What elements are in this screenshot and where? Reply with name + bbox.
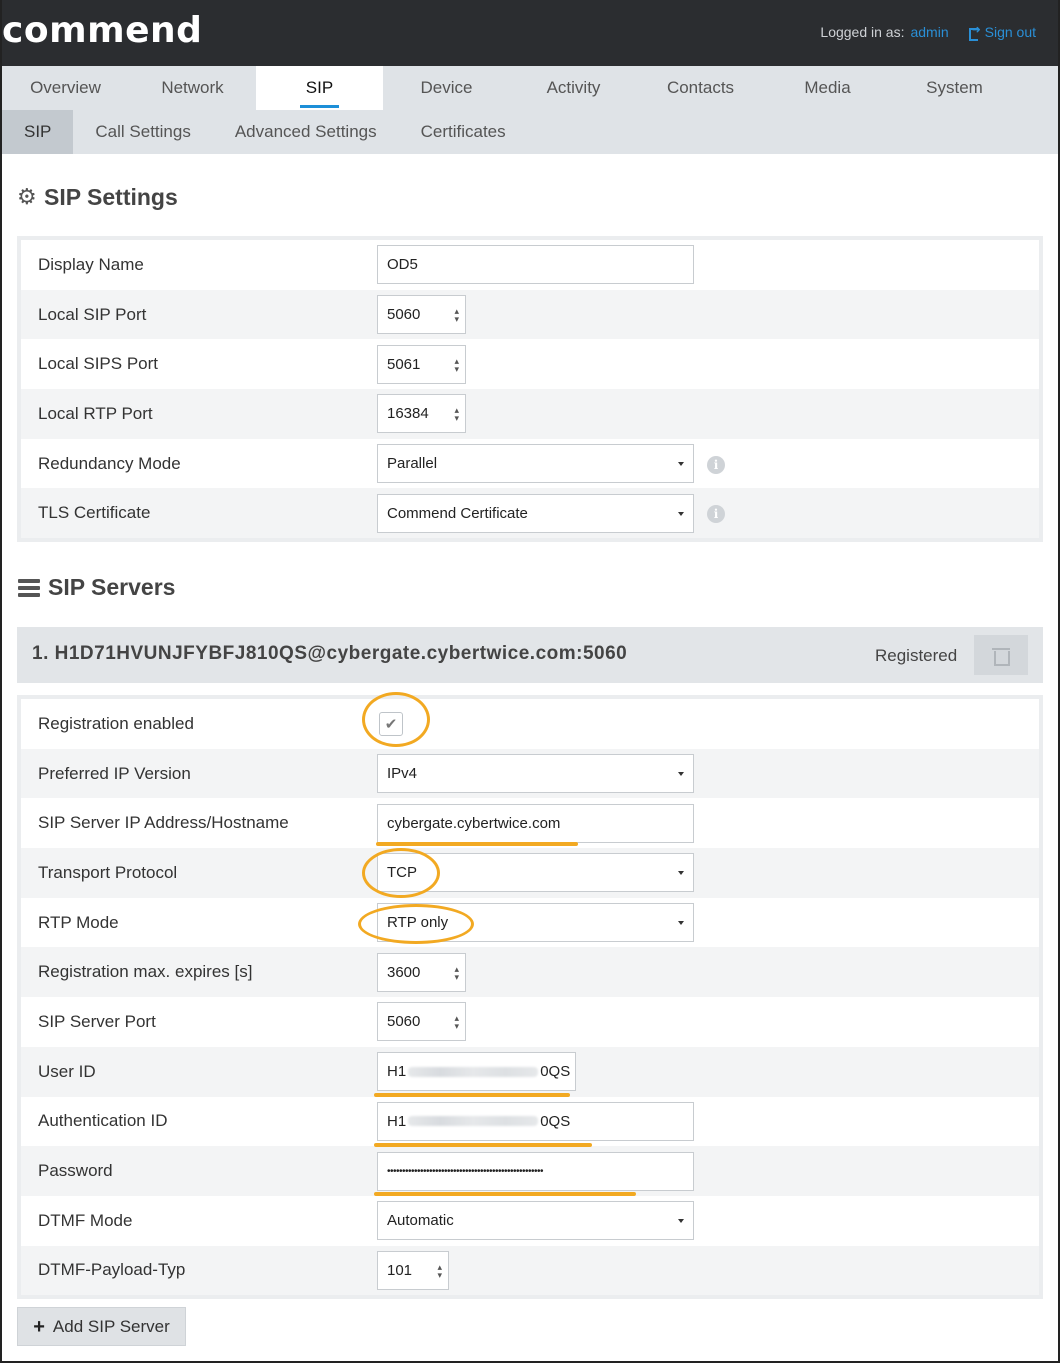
rtp-mode-value: RTP only (387, 914, 449, 932)
check-icon: ✔ (384, 716, 398, 733)
local-sip-port-label: Local SIP Port (38, 304, 147, 324)
sign-out-label: Sign out (984, 24, 1036, 40)
tab-overview[interactable]: Overview (30, 78, 101, 97)
preferred-ip-value: IPv4 (387, 765, 418, 783)
local-rtp-port-value: 16384 (387, 405, 429, 423)
redundancy-mode-label: Redundancy Mode (38, 453, 181, 473)
tab-activity[interactable]: Activity (546, 78, 601, 97)
tls-certificate-value: Commend Certificate (387, 504, 528, 522)
server-address-label: SIP Server IP Address/Hostname (38, 813, 289, 833)
reg-expires-value: 3600 (387, 963, 421, 981)
tab-network[interactable]: Network (161, 78, 224, 97)
current-user-link[interactable]: admin (910, 24, 949, 40)
dtmf-payload-value: 101 (387, 1261, 413, 1279)
stepper-arrows-icon[interactable]: ▴ ▾ (437, 1261, 442, 1280)
sip-server-title: 1. H1D71HVUNJFYBFJ810QS@cybergate.cybertwice.com:5060 (32, 643, 628, 664)
dtmf-mode-label: DTMF Mode (38, 1210, 133, 1230)
local-sips-port-label: Local SIPS Port (38, 354, 159, 374)
rtp-mode-label: RTP Mode (38, 912, 119, 932)
auth-id-suffix: 0QS (540, 1112, 571, 1130)
transport-protocol-value: TCP (387, 864, 417, 882)
add-sip-server-label: Add SIP Server (52, 1316, 170, 1336)
subtab-certificates[interactable]: Certificates (420, 122, 506, 141)
sip-servers-title: SIP Servers (48, 574, 176, 600)
sip-settings-title: SIP Settings (44, 184, 178, 210)
user-id-prefix: H1 (387, 1063, 407, 1081)
server-port-label: SIP Server Port (38, 1011, 156, 1031)
dtmf-payload-label: DTMF-Payload-Typ (38, 1260, 186, 1280)
tab-device[interactable]: Device (420, 78, 473, 97)
subtab-call-settings[interactable]: Call Settings (95, 122, 191, 141)
tab-system[interactable]: System (926, 78, 983, 97)
user-id-suffix: 0QS (540, 1063, 571, 1081)
info-icon[interactable]: i (707, 456, 725, 474)
display-name-input[interactable]: OD5 (377, 245, 694, 284)
subtab-advanced-settings[interactable]: Advanced Settings (234, 122, 377, 141)
local-rtp-port-label: Local RTP Port (38, 403, 153, 423)
commend-logo: commend (2, 10, 203, 51)
stepper-arrows-icon[interactable]: ▴ ▾ (454, 963, 459, 982)
preferred-ip-label: Preferred IP Version (38, 763, 191, 783)
server-port-value: 5060 (387, 1013, 421, 1031)
server-address-input[interactable]: cybergate.cybertwice.com (377, 804, 694, 843)
user-id-label: User ID (38, 1061, 96, 1081)
password-input[interactable]: •••••••••••••••••••••••••••••••••••••••••••••••••••• (377, 1152, 694, 1191)
tab-sip[interactable]: SIP (256, 66, 383, 110)
auth-id-label: Authentication ID (38, 1111, 168, 1131)
registration-status: Registered (875, 646, 958, 665)
stepper-arrows-icon[interactable]: ▴ ▾ (454, 405, 459, 424)
stepper-arrows-icon[interactable]: ▴ ▾ (454, 1013, 459, 1032)
auth-id-prefix: H1 (387, 1112, 407, 1130)
logged-in-label: Logged in as: (820, 24, 905, 40)
tab-media[interactable]: Media (804, 78, 851, 97)
tab-contacts[interactable]: Contacts (666, 78, 735, 97)
transport-protocol-label: Transport Protocol (38, 862, 178, 882)
password-label: Password (38, 1161, 113, 1181)
local-sips-port-value: 5061 (387, 355, 421, 373)
reg-expires-label: Registration max. expires [s] (38, 962, 253, 982)
subtab-sip[interactable]: SIP (2, 110, 73, 154)
info-icon[interactable]: i (707, 505, 725, 523)
tls-certificate-label: TLS Certificate (38, 503, 151, 523)
display-name-label: Display Name (38, 254, 144, 274)
local-sip-port-value: 5060 (387, 306, 421, 324)
stepper-arrows-icon[interactable]: ▴ ▾ (454, 306, 459, 325)
dtmf-mode-value: Automatic (387, 1212, 454, 1230)
redundancy-mode-value: Parallel (387, 455, 438, 473)
plus-icon: + (33, 1315, 45, 1338)
stepper-arrows-icon[interactable]: ▴ ▾ (454, 355, 459, 374)
registration-enabled-label: Registration enabled (38, 713, 194, 733)
